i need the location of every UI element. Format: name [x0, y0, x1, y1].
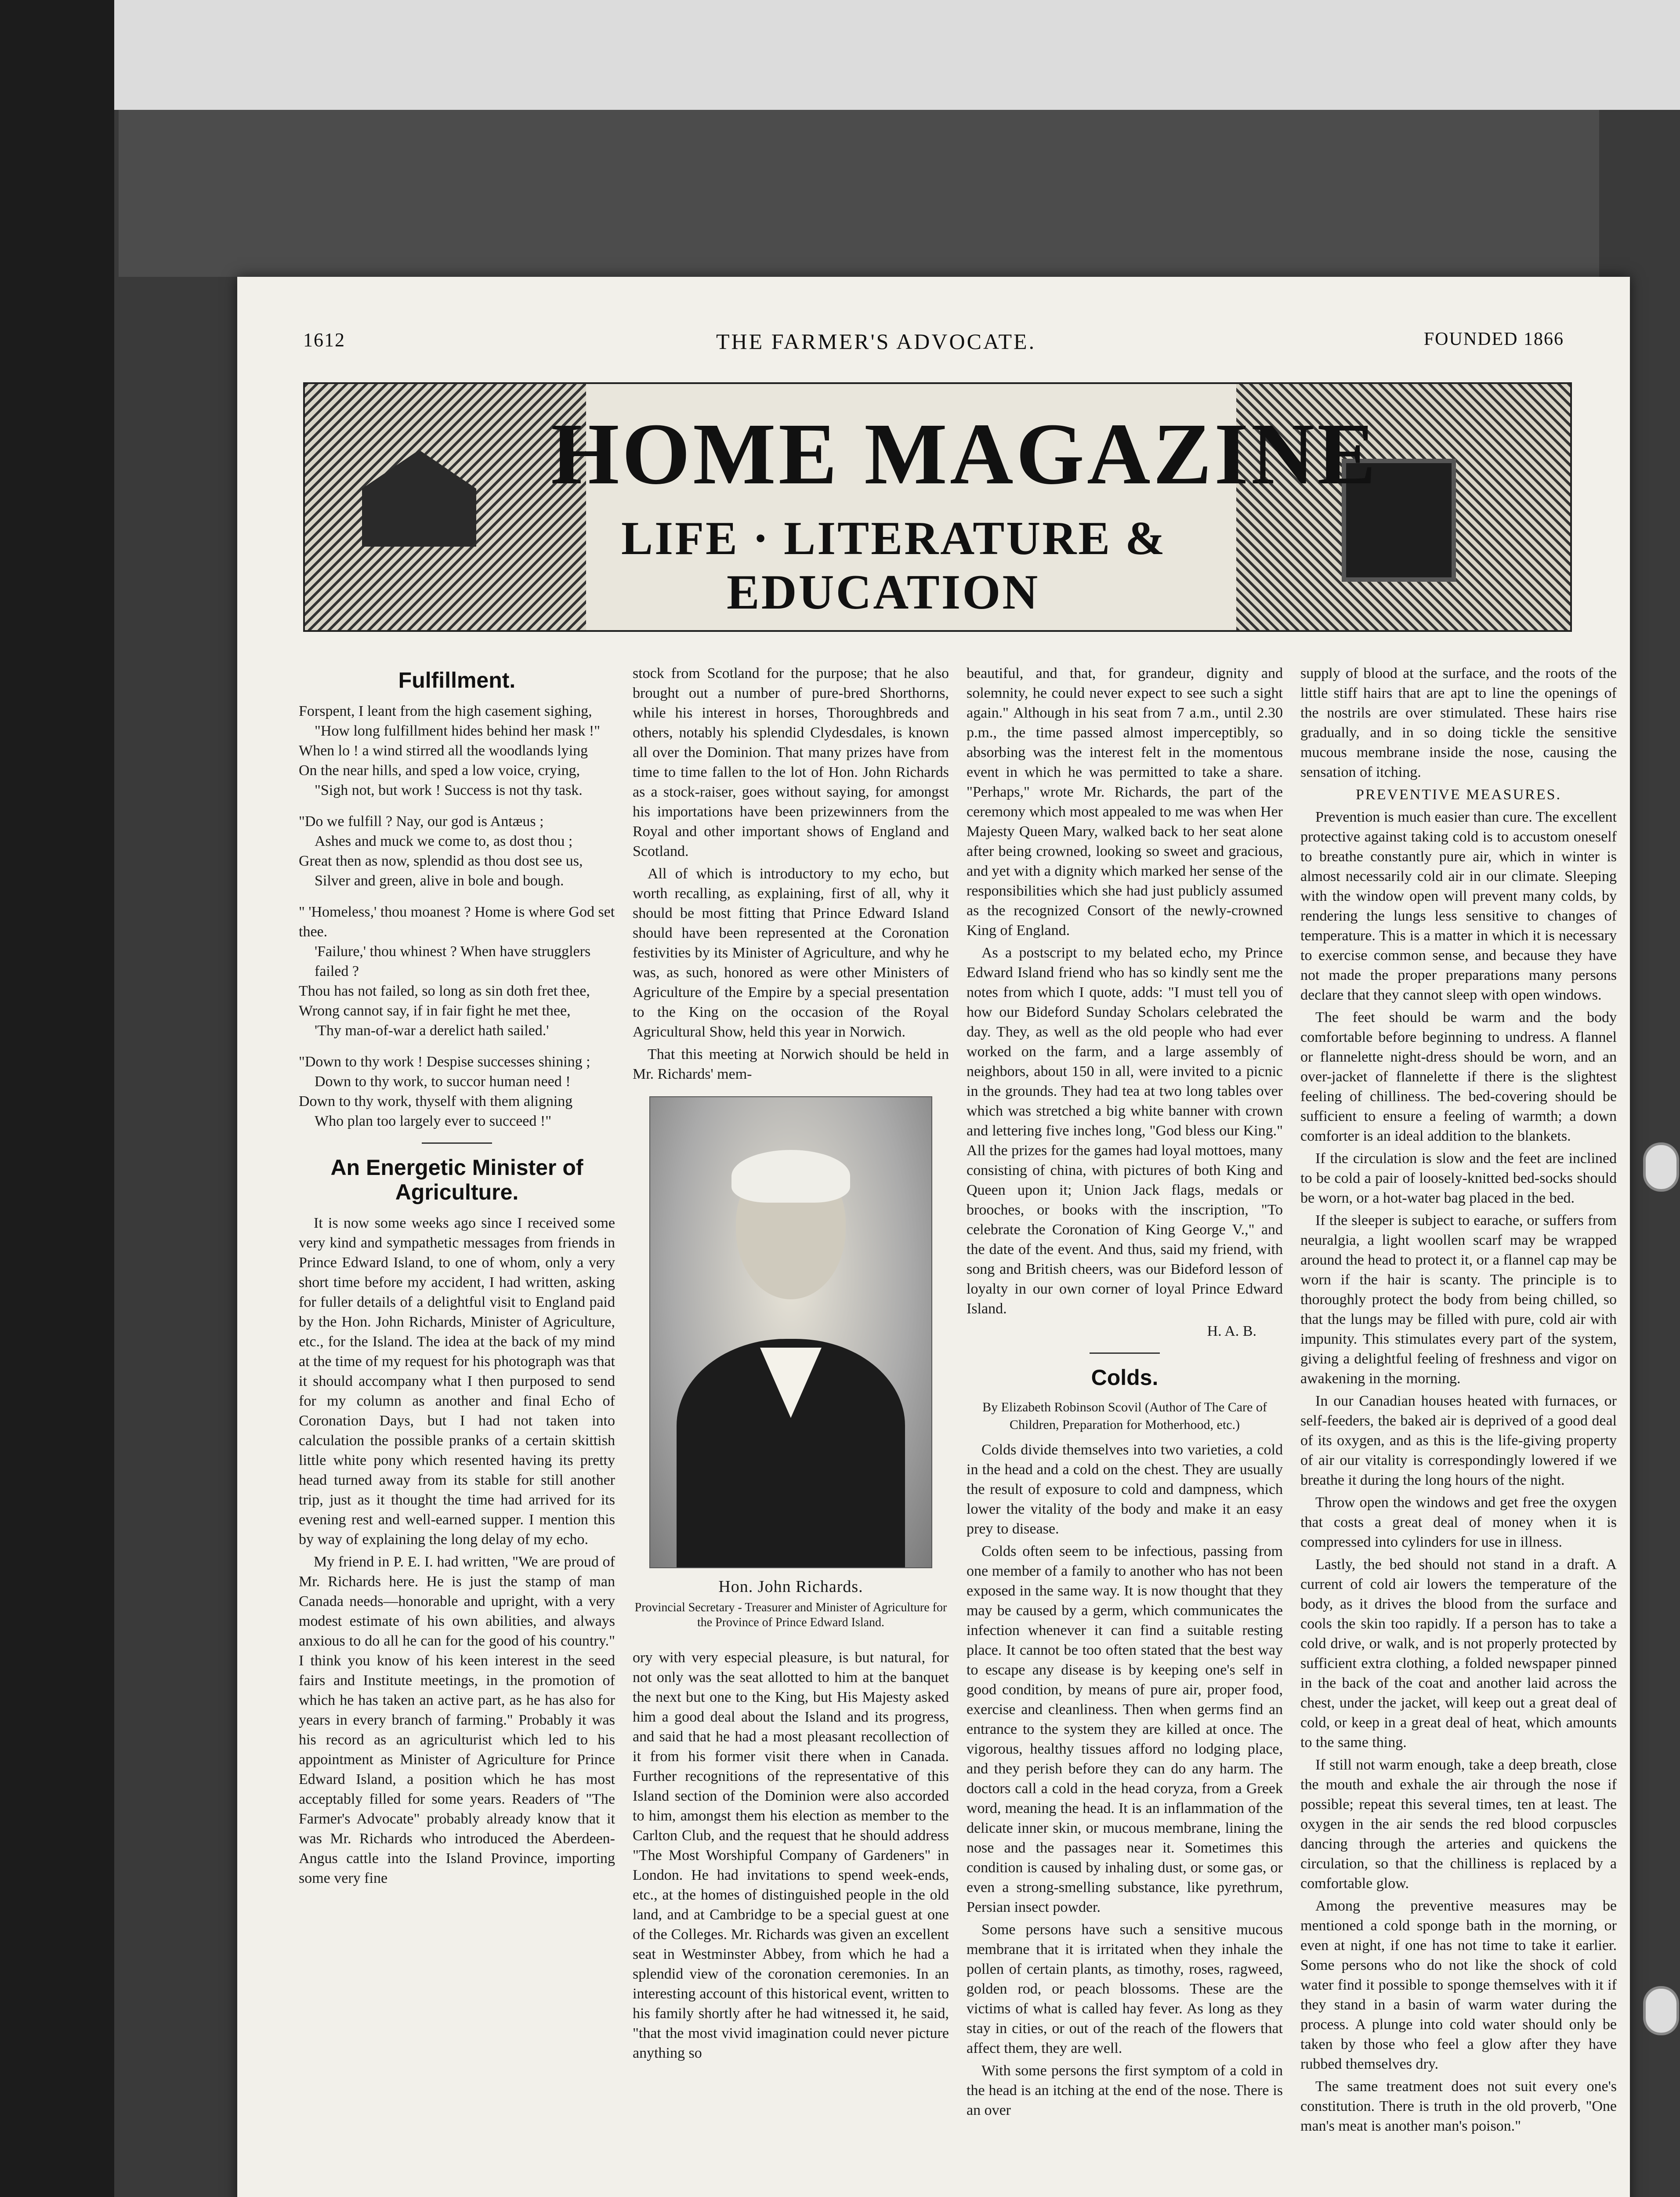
- banner-title: HOME MAGAZINE: [551, 406, 1379, 503]
- poem-line: Silver and green, alive in bole and bough.: [315, 873, 564, 889]
- article-title: Colds.: [1091, 1365, 1159, 1390]
- poem-line: Down to thy work, to succor human need !: [315, 1073, 571, 1090]
- portrait-photo: [649, 1096, 932, 1568]
- paragraph: Throw open the windows and get free the oxygen that costs a great deal of money when it is compressed into cylinders for use in illness.: [1300, 1494, 1617, 1550]
- divider: [1090, 1352, 1160, 1354]
- article-title: An Energetic Minister of Agriculture.: [330, 1155, 583, 1204]
- banner-subtitle-2: EDUCATION: [727, 565, 1040, 620]
- paragraph: Prevention is much easier than cure. The excellent protective against taking cold is to accustom oneself to breathe constantly pure air, which in winter is almost necessarily cold air in our climate. Sleeping with the window open will prevent many colds, by rendering the lungs less sensitive to changes of temperature. This is a matter in which it is necessary to exercise common sense, and because they have not made the proper preparations many persons declare that they cannot sleep with open windows.: [1300, 809, 1617, 1003]
- scan-left-edge: [0, 0, 114, 2197]
- poem-line: " 'Homeless,' thou moanest ? Home is where God set thee.: [299, 904, 615, 940]
- page-number: 1612: [303, 329, 345, 351]
- newspaper-page: [237, 277, 1630, 2197]
- paragraph: With some persons the first symptom of a cold in the head is an itching at the end of the nose. There is an over: [967, 2063, 1283, 2118]
- founded-label: FOUNDED 1866: [1423, 329, 1564, 349]
- paragraph: In our Canadian houses heated with furnaces, or self-feeders, the baked air is deprived of a good deal of its oxygen, and as this is the life-giving property of air our vitality is correspondingly lowered if we breathe it during the long hours of the night.: [1300, 1393, 1617, 1488]
- column-1: [299, 663, 615, 2197]
- poem-line: 'Failure,' thou whinest ? When have strugglers failed ?: [315, 943, 591, 979]
- article-signature: H. A. B.: [1207, 1323, 1256, 1339]
- section-subhead: PREVENTIVE MEASURES.: [1355, 787, 1562, 803]
- byline: By Elizabeth Robinson Scovil (Author of The Care of Children, Preparation for Motherhood, etc.): [982, 1400, 1267, 1432]
- paragraph: beautiful, and that, for grandeur, dignity and solemnity, he could never expect to see such a sight again." Although in his seat from 7 a.m., until 2.30 p.m., the time passed almost imperceptibly, so absorbing was the interest felt in the momentous event in which he was permitted to take a share. "Perhaps," wrote Mr. Richards, the part of the ceremony which most appealed to me was when Her Majesty Queen Mary, walked back to her seat alone after being crowned, looking so sweet and gracious, and yet with a dignity which marked her sense of the responsibilities which she had just publicly assumed as the recognized Consort of the newly-crowned King of England.: [967, 665, 1283, 939]
- scan-shadow: [119, 110, 1599, 277]
- poem-line: 'Thy man-of-war a derelict hath sailed.': [315, 1022, 549, 1039]
- poem-line: Ashes and muck we come to, as dost thou ;: [315, 833, 573, 849]
- poem-line: Great then as now, splendid as thou dost see us,: [299, 853, 583, 869]
- poem-title: Fulfillment.: [398, 668, 516, 692]
- paragraph: supply of blood at the surface, and the roots of the little stiff hairs that are apt to line the openings of the nostrils are over stimulated. These hairs rise gradually, and in so doing tickle the sensitive mucous membrane inside the nose, causing the sensation of itching.: [1300, 665, 1617, 780]
- binder-ring-icon: [1643, 1986, 1679, 2035]
- poem-line: When lo ! a wind stirred all the woodlands lying: [299, 743, 588, 759]
- poem-line: Thou has not failed, so long as sin doth fret thee,: [299, 983, 590, 999]
- poem-line: "Sigh not, but work ! Success is not thy task.: [315, 782, 583, 798]
- paragraph: That this meeting at Norwich should be held in Mr. Richards' mem-: [633, 1046, 949, 1082]
- binder-ring-icon: [1643, 1142, 1679, 1192]
- paragraph: Some persons have such a sensitive mucous membrane that it is irritated when they inhale the pollen of certain plants, as timothy, roses, ragweed, golden rod, or peach blossoms. These are the victims of what is called hay fever. As long as they stay in cities, or out of the reach of the flowers that affect them, they are well.: [967, 1921, 1283, 2056]
- poem-line: "Do we fulfill ? Nay, our god is Antæus ;: [299, 813, 544, 830]
- poem-line: Who plan too largely ever to succeed !": [315, 1113, 552, 1129]
- paragraph: Colds divide themselves into two varieties, a cold in the head and a cold on the chest. They are usually the result of exposure to cold and dampness, which lower the vitality of the body and make it an easy prey to disease.: [967, 1442, 1283, 1537]
- paragraph: Lastly, the bed should not stand in a draft. A current of cold air lowers the temperature of the body, as it drives the blood from the surface and cools the skin too rapidly. If a person has to take a cold drive, or walk, and is not properly protected by sufficient extra clothing, a folded newspaper pinned in the back of the coat and another laid across the chest, under the jacket, will keep out a great deal of cold, or keep in a great deal of heat, which amounts to the same thing.: [1300, 1556, 1617, 1751]
- paragraph: If the sleeper is subject to earache, or suffers from neuralgia, a light woollen scarf may be wrapped around the head to protect it, or a flannel cap may be worn if the hair is scanty. The principle is to thoroughly protect the body from being chilled, so that the lungs may be filled with pure, cold air with impunity. This stimulates every part of the system, giving a delightful feeling of freshness and vigor on awakening in the morning.: [1300, 1212, 1617, 1387]
- poem-line: "How long fulfillment hides behind her mask !": [315, 723, 601, 739]
- scan-top-margin: [0, 0, 1680, 110]
- banner-subtitle: LIFE · LITERATURE &: [621, 512, 1167, 565]
- paragraph: If still not warm enough, take a deep breath, close the mouth and exhale the air through the nose if possible; repeat this several times, ten at least. The oxygen in the air sends the red blood corpuscles dancing through the arteries and quickens the circulation, so that the chilliness is replaced by a comfortable glow.: [1300, 1757, 1617, 1892]
- paragraph: Colds often seem to be infectious, passing from one member of a family to another who has not been exposed in the same way. It is now thought that they may be caused by a germ, which communicates the infection whenever it can find a suitable resting place. It cannot be too often stated that the best way to escape any disease is by keeping one's self in good condition, by means of pure air, proper food, exercise and cleanliness. Then when germs find an entrance to the system they are killed at once. The vigorous, healthy tissues afford no lodging place, and they perish before they can do any harm. The doctors call a cold in the head coryza, from a Greek word, meaning the head. It is an inflammation of the delicate inner skin, or mucous membrane, lining the nose and the passages near it. Sometimes this condition is caused by inhaling dust, or some gas, or even a strong-smelling substance, like pyrethrum, Persian insect powder.: [967, 1543, 1283, 1915]
- poem-line: "Down to thy work ! Despise successes shining ;: [299, 1054, 590, 1070]
- poem-line: Forspent, I leant from the high casement sighing,: [299, 703, 592, 719]
- poem: [299, 701, 615, 1131]
- poem-line: Down to thy work, thyself with them aligning: [299, 1093, 573, 1109]
- paragraph: stock from Scotland for the purpose; that he also brought out a number of pure-bred Shorthorns, while his interest in horses, Thoroughbreds and others, notably his splendid Clydesdales, is known all over the Dominion. That many prizes have from time to time fallen to the lot of Hon. John Richards as a stock-raiser, goes without saying, for amongst his importations have been prizewinners from the Royal and other important shows of England and Scotland.: [633, 665, 949, 859]
- publication-title: THE FARMER'S ADVOCATE.: [716, 329, 1036, 354]
- column-2: [633, 663, 949, 2197]
- paragraph: The feet should be warm and the body comfortable before beginning to undress. A flannel or flannelette night-dress should be worn, and an over-jacket of flannelette if there is the slightest feeling of chilliness. The bed-covering should be sufficient to ensure a feeling of warmth; a down comforter is an ideal addition to the blankets.: [1300, 1009, 1617, 1144]
- photo-caption-name: Hon. John Richards.: [718, 1577, 863, 1596]
- paragraph: Among the preventive measures may be mentioned a cold sponge bath in the morning, or even at night, if one has not time to take it earlier. Some persons who do not like the shock of cold water find it possible to sponge themselves with it if they stand in a basin of warm water during the process. A plunge into cold water should only be taken by those who feel a glow after they have rubbed themselves dry.: [1300, 1898, 1617, 2072]
- column-4: [1300, 663, 1617, 2197]
- poem-line: Wrong cannot say, if in fair fight he met thee,: [299, 1003, 571, 1019]
- paragraph: It is now some weeks ago since I received some very kind and sympathetic messages from friends in Prince Edward Island, to one of whom, only a very short time before my accident, I had written, asking for fuller details of a delightful visit to England paid by the Hon. John Richards, Minister of Agriculture, etc., for the Island. The idea at the back of my mind at the time of my request for his photograph was that it should accompany what I then purposed to send for my column as another and final Echo of Coronation Days, but I had not taken into calculation the possible pranks of a certain skittish little white pony which resented having its pretty head turned away from its stable for still another trip, just as it thought the time had arrived for its evening rest and well-earned supper. I mention this by way of explaining the long delay of my echo.: [299, 1215, 615, 1548]
- paragraph: ory with very especial pleasure, is but natural, for not only was the seat allotted to him at the banquet the next but one to the King, but His Majesty asked him a good deal about the Island and its progress, and said that he had a most pleasant recollection of it from his former visit there when in Canada. Further recognitions of the representative of this Island section of the Dominion were also accorded to him, amongst them his election as member to the Carlton Club, and the request that he should address "The Most Worshipful Company of Gardeners" in London. He had invitations to spend week-ends, etc., at the homes of distinguished people in the old land, and at Cambridge to be a special guest at one of the Colleges. Mr. Richards was given an excellent seat in Westminster Abbey, from which he had a splendid view of the coronation ceremonies. In an interesting account of this historical event, written to his family shortly after he had witnessed it, he said, "that the most vivid imagination could never picture anything so: [633, 1650, 949, 2061]
- home-magazine-banner: [303, 382, 1572, 632]
- paragraph: All of which is introductory to my echo, but worth recalling, as explaining, first of all, why it should be most fitting that Prince Edward Island should have been represented at the Coronation festivities by its Minister of Agriculture, and why he was, as such, honored as were other Ministers of Agriculture of the Empire by a special presentation to the King on the occasion of the Royal Agricultural Show, held this year in Norwich.: [633, 866, 949, 1040]
- photo-caption-role: Provincial Secretary - Treasurer and Minister of Agriculture for the Province of Prince Edward Island.: [634, 1601, 947, 1629]
- divider: [422, 1142, 492, 1144]
- paragraph: If the circulation is slow and the feet are inclined to be cold a pair of loosely-knitted bed-socks should be worn, or a hot-water bag placed in the bed.: [1300, 1150, 1617, 1206]
- poem-line: On the near hills, and sped a low voice, crying,: [299, 762, 580, 779]
- paragraph: My friend in P. E. I. had written, "We are proud of Mr. Richards here. He is just the stamp of man Canada needs—honorable and upright, with a very modest estimate of his own abilities, and always anxious to do all he can for the good of his country." I think you know of his keen interest in the seed fairs and Institute meetings, in the promotion of which he has taken an active part, as he has also for years in every branch of farming." Probably it was his record as an agriculturist which led to his appointment as Minister of Agriculture for Prince Edward Island, a position which he has most acceptably filled for some years. Readers of "The Farmer's Advocate" probably already know that it was Mr. Richards who introduced the Aberdeen-Angus cattle into the Island Province, importing some very fine: [299, 1554, 615, 1886]
- paragraph: The same treatment does not suit every one's constitution. There is truth in the old proverb, "One man's meat is another man's poison.": [1300, 2078, 1617, 2134]
- column-3: [967, 663, 1283, 2197]
- paragraph: As a postscript to my belated echo, my Prince Edward Island friend who has so kindly sent me the notes from which I quote, adds: "I must tell you of how our Bideford Sunday Scholars celebrated the day. They, as well as the old people who had ever worked on the farm, and a large assembly of neighbors, about 150 in all, were invited to a picnic in the grounds. They had tea at two long tables over which was stretched a big white banner with crown and lettering five inches long, "God bless our King." All the prizes for the games had loyal mottoes, many consisting of china, with pictures of both King and Queen upon it; Union Jack flags, medals or brooches, or books with the inscription, "To celebrate the Coronation of King George V.," and the date of the event. And thus, said my friend, with song and British cheers, was our Bideford lesson of loyalty in our own corner of loyal Prince Edward Island.: [967, 945, 1283, 1317]
